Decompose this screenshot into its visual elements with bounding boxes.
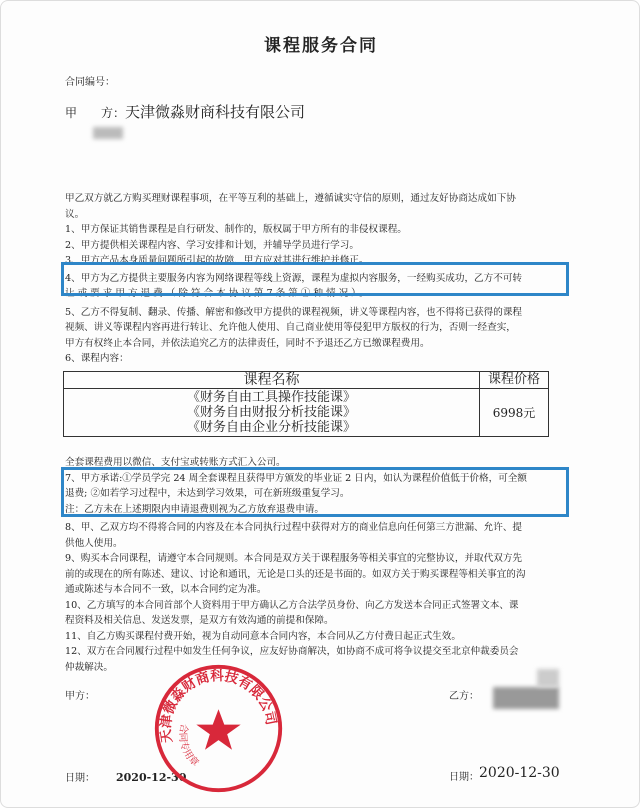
company-seal — [151, 661, 286, 796]
clause-2: 2、甲方提供相关课程内容、学习安排和计划，并辅导学员进行学习。 — [65, 239, 359, 251]
party-b-sign-label: 乙方： — [449, 691, 479, 702]
clause-12: 仲裁解决。 — [65, 661, 113, 673]
intro-line: 议。 — [65, 208, 85, 220]
party-a-name: 天津微淼财商科技有限公司 — [125, 103, 306, 121]
redacted-block — [93, 127, 123, 139]
clause-5: 视频、讲义等课程内容再进行转让、允许他人使用、自己商业使用等侵犯甲方版权的行为，否则一经查实， — [65, 322, 516, 333]
clause-3: 3、甲方产品本身质量问题所引起的故障，甲方应对其进行维护并修正。 — [65, 255, 369, 266]
clause-5: 5、乙方不得复制、翻录、传播、解密和修改甲方提供的课程视频，讲义等课程内容，也不得将已获得的课程 — [65, 306, 523, 318]
page-title: 课程服务合同 — [264, 36, 378, 56]
clause-1: 1、甲方保证其销售课程是自行研发、制作的，版权属于甲方所有的非侵权课程。 — [65, 224, 407, 235]
clause-8: 8、甲、乙双方均不得将合同的内容及在本合同执行过程中获得对方的商业信息向任何第三方泄漏、允许、提 — [65, 522, 523, 533]
date-label-b: 日期： — [449, 772, 479, 783]
clause-8: 供他人使用。 — [65, 537, 123, 549]
clause-10: 10、乙方填写的本合同首部个人资料用于甲方确认乙方合法学员身份、向乙方发送本合同正式签署文本、课 — [65, 599, 519, 611]
clause-9: 前的或现在的所有陈述、建议、讨论和通讯，无论是口头的还是书面的。如双方关于购买课程等相关事宜的沟 — [65, 568, 526, 580]
seal-text: 天津微淼财商科技有限公司 — [157, 668, 279, 744]
header-price: 课程价格 — [480, 372, 549, 389]
highlight-box-clause-4 — [61, 262, 569, 296]
course-item: 《财务自由工具操作技能课》 — [186, 390, 356, 405]
svg-text:合同专用章 — [177, 723, 202, 770]
clause-6: 6、课程内容： — [65, 353, 129, 364]
clause-10: 程资料及相关信息、发送发票，是双方有效沟通的前提和保障。 — [65, 615, 334, 626]
contract-no-label: 合同编号： — [65, 77, 115, 88]
clause-7-note: 注：乙方未在上述期限内申请退费则视为乙方放弃退费申请。 — [65, 503, 325, 515]
clause-9: 9、购买本合同课程，请遵守本合同规则。本合同是双方关于课程服务等相关事宜的完整协议，并取代双方先 — [65, 553, 523, 564]
course-item: 《财务自由企业分析技能课》 — [186, 420, 356, 435]
redacted-signature — [537, 669, 559, 687]
highlight-box-clause-7 — [61, 467, 569, 517]
clause-11: 11、自乙方购买课程付费开始，视为自动同意本合同内容，本合同从乙方付费日起正式生效。 — [65, 630, 461, 642]
clause-4: 4、甲方为乙方提供主要服务内容为网络课程等线上资源，课程为虚拟内容服务，一经购买成功，乙方不可转 — [65, 272, 523, 284]
party-a-label: 甲 方： — [65, 106, 126, 120]
header-course-name: 课程名称 — [64, 372, 480, 389]
clause-7: 7、甲方承诺:①学员学完 24 周全套课程且获得甲方颁发的毕业证 2 日内，如认为课程价值低于价格，可全额 — [65, 472, 527, 484]
date-label-a: 日期： — [65, 773, 95, 784]
star-icon — [196, 709, 240, 750]
date-a: 2020-12-30 — [116, 771, 187, 784]
intro-line: 甲乙双方就乙方购买理财课程事项，在平等互利的基础上，遵循诚实守信的原则，通过友好协商达成如下协 — [65, 193, 516, 204]
date-b: 2020-12-30 — [479, 765, 560, 781]
clause-4: 让或要求甲方退费（除符合本协议第7条第①种情况）。 — [65, 288, 372, 299]
course-item: 《财务自由财报分析技能课》 — [186, 405, 356, 420]
payment-note: 全套课程费用以微信、支付宝或转账方式汇入公司。 — [65, 457, 286, 468]
party-a-sign-label: 甲方： — [65, 691, 95, 702]
redacted-signature — [493, 687, 559, 709]
clause-5: 甲方有权终止本合同，并依法追究乙方的法律责任，同时不予退还乙方已缴课程费用。 — [65, 337, 430, 349]
clause-12: 12、双方在合同履行过程中如发生任何争议，应友好协商解决，如协商不成可将争议提交至北京仲裁委员会 — [65, 646, 519, 657]
seal-sub: 合同专用章 — [176, 722, 201, 769]
clause-9: 通或陈述与本合同不一致，以本合同约定为准。 — [65, 584, 267, 595]
clause-7: 退费; ②如若学习过程中，未达到学习效果，可在新班级重复学习。 — [65, 488, 350, 499]
course-table — [63, 371, 549, 437]
course-price: 6998元 — [480, 389, 549, 437]
